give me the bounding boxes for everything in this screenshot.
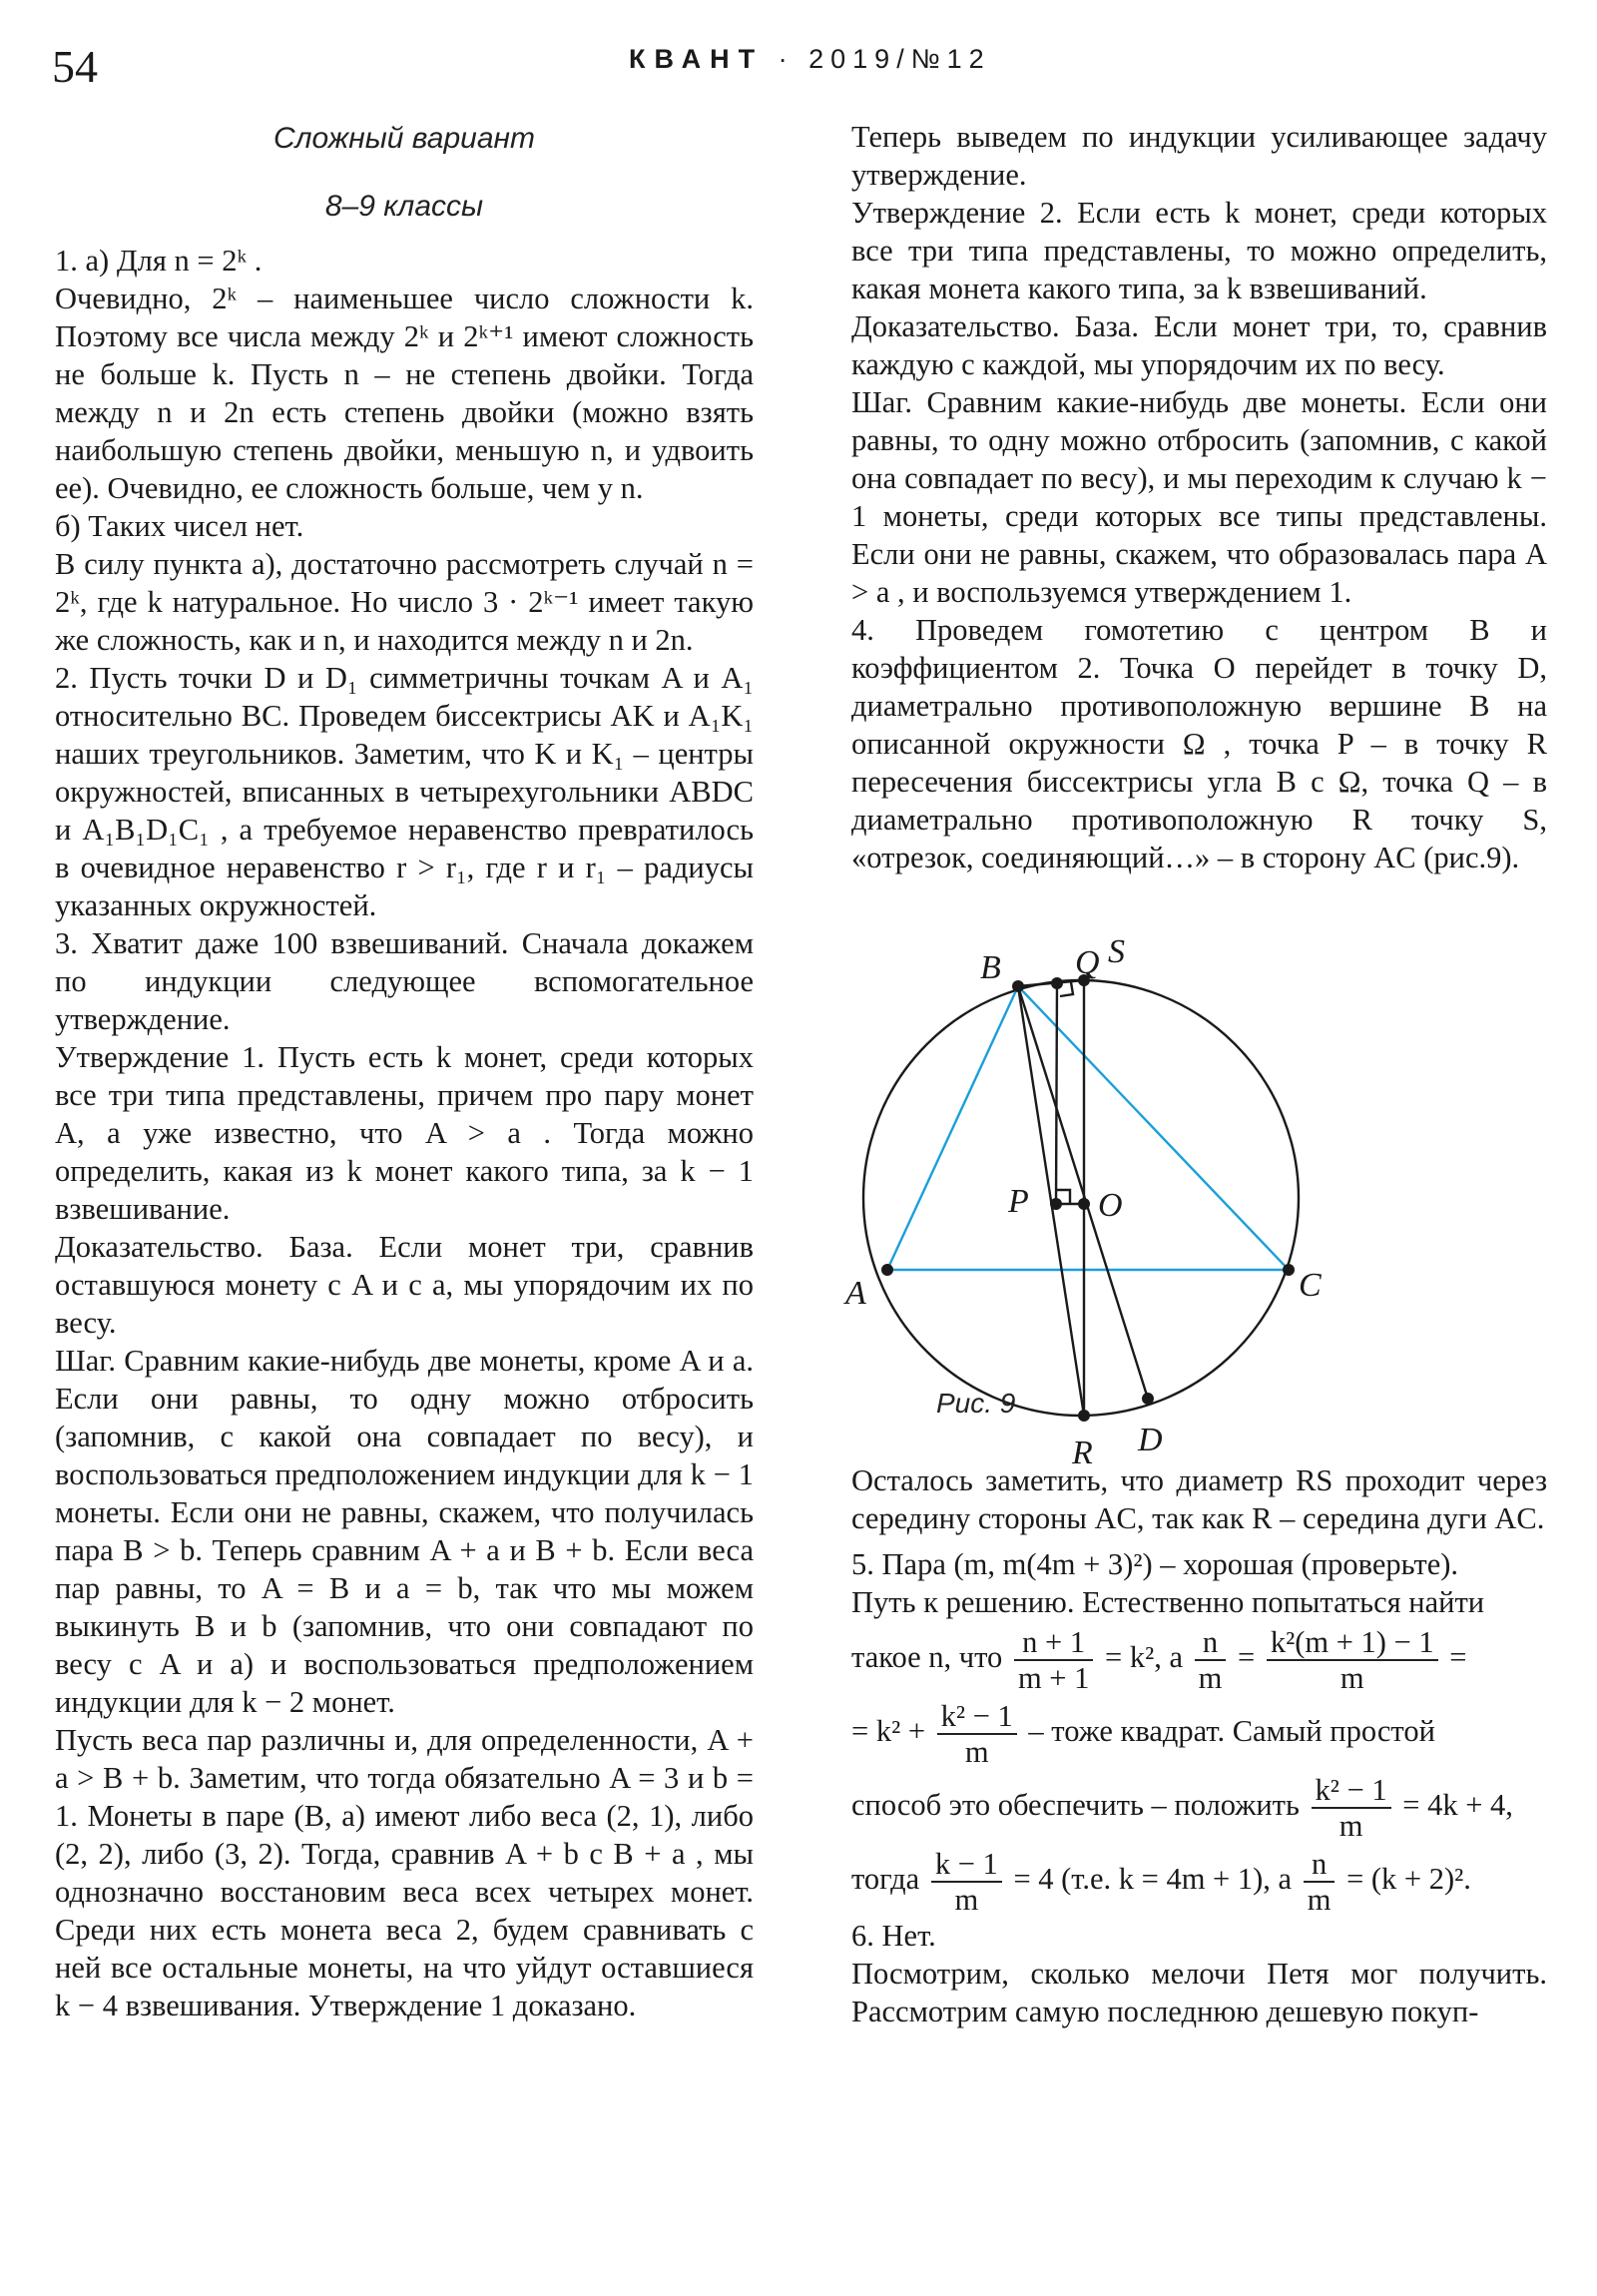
right-column <box>845 118 1547 2030</box>
segment-qp <box>1056 983 1057 1204</box>
label-s: S <box>1108 933 1125 970</box>
problem-1b: б) Таких чисел нет. <box>55 509 304 543</box>
journal-issue: · 2019/№12 <box>778 44 991 74</box>
page-number: 54 <box>52 41 98 92</box>
section-heading: Сложный вариант <box>272 122 536 155</box>
fraction: $\frac{\text{k²(m + 1) − 1}}{m}$ <box>1267 1625 1438 1695</box>
fraction: $\frac{\text{k² − 1}}{m}$ <box>937 1699 1017 1769</box>
equation-line-1: такое n, что $\frac{n + 1}{m + 1}$ = k², а $\frac{n}{m}$ = $\frac{\text{k²(m + 1) − 1}}{m}$ = <box>851 1625 1467 1695</box>
point-r <box>1078 1410 1090 1422</box>
label-p: P <box>1008 1183 1029 1220</box>
paragraph: Теперь выведем по индукции усиливающее задачу утверждение. <box>851 120 1547 192</box>
left-column <box>55 118 754 2024</box>
figure-caption: Рис. 9 <box>936 1388 1016 1419</box>
figure-9 <box>845 888 1547 1471</box>
label-o: O <box>1098 1187 1123 1224</box>
proof-step: Шаг. Сравним какие-нибудь две монеты. Если они равны, то одну можно отбросить (запомнив, с какой она совпадает по весу), и мы переходим к случаю k − 1 монеты, среди которых все типы представлены. Если они не равны, скажем, что образовалась пара A > a , и воспользуемся утверждением 1. <box>851 385 1547 609</box>
circumcircle <box>863 980 1299 1416</box>
point-p <box>1050 1198 1062 1210</box>
equation-line-3: способ это обеспечить – положить $\frac{\text{k² − 1}}{m}$ = 4k + 4, <box>851 1773 1513 1843</box>
section-subheading: 8–9 классы <box>324 190 484 223</box>
triangle-side-ab <box>887 986 1018 1270</box>
label-r: R <box>1072 1435 1093 1471</box>
point-b <box>1012 980 1024 992</box>
paragraph: Посмотрим, сколько мелочи Петя мог получить. Рассмотрим самую последнюю дешевую покуп- <box>851 1957 1547 2028</box>
paragraph: Очевидно, 2ᵏ – наименьшее число сложности k. Поэтому все числа между 2ᵏ и 2ᵏ⁺¹ имеют сложность не больше k. Пусть n – не степень двойки. Тогда между n и 2n есть степень двойки (можно взять наибольшую степень двойки, меньшую n, и удвоить ее). Очевидно, ее сложность больше, чем у n. <box>55 282 754 505</box>
proof-step: Шаг. Сравним какие-нибудь две монеты, кроме A и a. Если они равны, то одну можно отбросить (запомнив, с какой она совпадает по весу), и воспользоваться предположением индукции для k − 1 монеты. Если они не равны, скажем, что получилась пара B > b. Теперь сравним A + a и B + b. Если веса пар равны, то A = B и a = b, так что мы можем выкинуть B и b (запомнив, что они совпадают по весу с A и a) и воспользоваться предположением индукции для k − 2 монет. <box>55 1344 754 1719</box>
problem-3: 3. Хватит даже 100 взвешиваний. Сначала докажем по индукции следующее вспомогательное утверждение. <box>55 926 754 1036</box>
statement-2: Утверждение 2. Если есть k монет, среди которых все три типа представлены, то можно определить, какая монета какого типа, за k взвешиваний. <box>851 196 1547 305</box>
fraction: $\frac{n + 1}{m + 1}$ <box>1014 1625 1093 1695</box>
point-o <box>1078 1198 1090 1210</box>
fraction: $\frac{\text{k² − 1}}{m}$ <box>1312 1773 1391 1843</box>
point-q <box>1051 977 1063 989</box>
point-c <box>1283 1264 1295 1276</box>
journal-header <box>629 44 991 75</box>
geometry-diagram <box>845 888 1547 1471</box>
fraction: $\frac{n}{m}$ <box>1195 1625 1227 1695</box>
equation-line-2: = k² + $\frac{\text{k² − 1}}{m}$ – тоже квадрат. Самый простой <box>851 1699 1435 1769</box>
paragraph: В силу пункта а), достаточно рассмотреть случай n = 2ᵏ, где k натуральное. Но число 3 · 2ᵏ⁻¹ имеет такую же сложность, как и n, и находится между n и 2n. <box>55 547 754 657</box>
problem-1a: 1. а) Для n = 2ᵏ . <box>55 244 263 278</box>
label-d: D <box>1138 1422 1163 1458</box>
label-c: C <box>1299 1267 1322 1304</box>
label-b: B <box>980 949 1001 986</box>
statement-1: Утверждение 1. Пусть есть k монет, среди которых все три типа представлены, причем про пару монет A, a уже известно, что A > a . Тогда можно определить, какая из k монет какого типа, за k − 1 взвешивание. <box>55 1040 754 1226</box>
problem-5: 5. Пара (m, m(4m + 3)²) – хорошая (проверьте). <box>851 1547 1459 1581</box>
solution-hint: Путь к решению. Естественно попытаться найти <box>851 1585 1485 1619</box>
point-d <box>1142 1393 1154 1405</box>
paragraph: Пусть веса пар различны и, для определенности, A + a > B + b. Заметим, что тогда обязательно A = 3 и b = 1. Монеты в паре (B, a) имеют либо веса (2, 1), либо (2, 2), либо (3, 2). Тогда, сравнив A + b с B + a , мы однозначно восстановим веса всех четырех монет. Среди них есть монета веса 2, будем сравнивать с ней все остальные монеты, на что уйдут оставшиеся k − 4 взвешивания. Утверждение 1 доказано. <box>55 1723 754 2022</box>
problem-6: 6. Нет. <box>851 1919 936 1953</box>
equation-line-4: тогда $\frac{k - 1}{m}$ = 4 (т.е. k = 4m + 1), а $\frac{n}{m}$ = (k + 2)². <box>851 1847 1471 1917</box>
paragraph: Осталось заметить, что диаметр RS проходит через середину стороны AC, так как R – середина дуги AC. <box>851 1463 1547 1535</box>
fraction: $\frac{k - 1}{m}$ <box>931 1847 1002 1917</box>
label-a: A <box>845 1275 866 1312</box>
problem-2: 2. Пусть точки D и D₁ симметричны точкам A и A₁ относительно BC. Проведем биссектрисы AK и A₁K₁ наших треугольников. Заметим, что K и K₁ – центры окружностей, вписанных в четырехугольники ABDC и A₁B₁D₁C₁ , а требуемое неравенство превратилось в очевидное неравенство r > r₁, где r и r₁ – радиусы указанных окружностей. <box>55 661 754 922</box>
proof-base: Доказательство. База. Если монет три, сравнив оставшуюся монету с A и с a, мы упорядочим их по весу. <box>55 1230 754 1340</box>
triangle-side-bc <box>1018 986 1289 1270</box>
proof-base: Доказательство. База. Если монет три, то, сравнив каждую с каждой, мы упорядочим их по весу. <box>851 309 1547 381</box>
label-q: Q <box>1075 944 1100 981</box>
fraction: $\frac{n}{m}$ <box>1304 1847 1335 1917</box>
problem-4: 4. Проведем гомотетию с центром B и коэффициентом 2. Точка O перейдет в точку D, диаметрально противоположную вершине B на описанной окружности Ω , точка P – в точку R пересечения биссектрисы угла B с Ω, точка Q – в диаметрально противоположную R точку S, «отрезок, соединяющий…» – в сторону AC (рис.9). <box>851 613 1547 874</box>
point-a <box>881 1264 893 1276</box>
journal-name: КВАНТ <box>629 44 765 74</box>
